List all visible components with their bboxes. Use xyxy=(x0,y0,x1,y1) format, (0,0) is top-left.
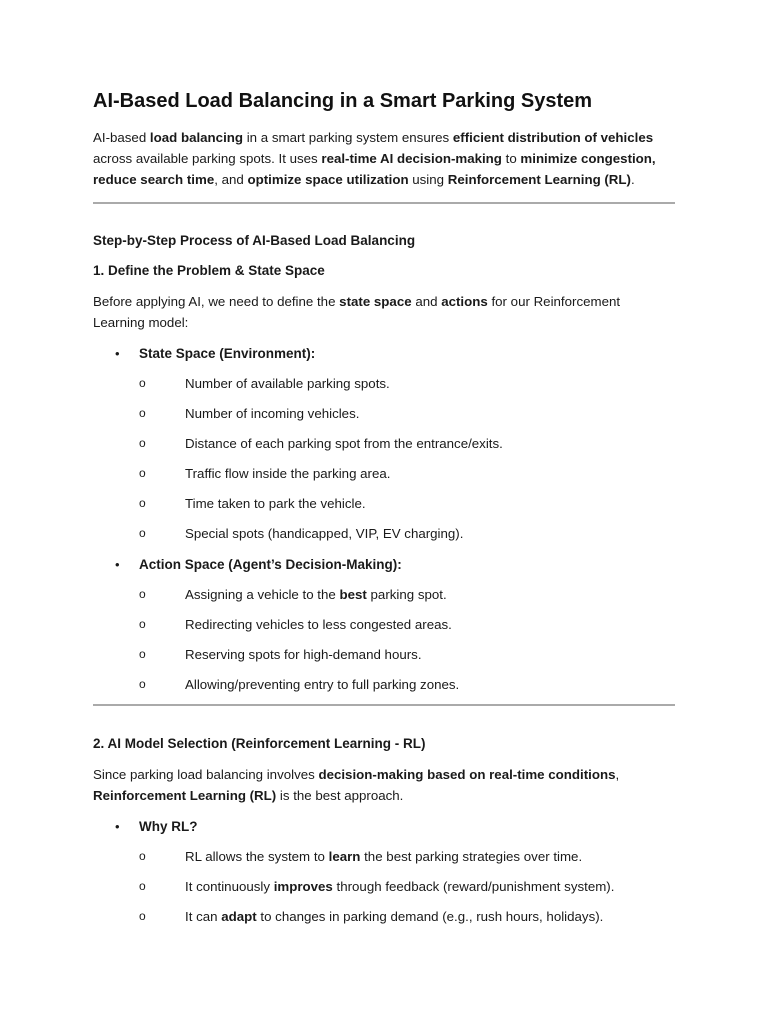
state-space-sublist xyxy=(139,373,675,544)
document-content xyxy=(93,88,675,927)
process-heading: Step-by-Step Process of AI-Based Load Balancing xyxy=(93,233,416,248)
sub-bullet-icon: o xyxy=(139,647,146,661)
sub-bullet-icon: o xyxy=(139,677,146,691)
sub-bullet-icon: o xyxy=(139,466,146,480)
list-item-bold: improves xyxy=(273,879,333,894)
horizontal-rule xyxy=(93,704,675,706)
para-text: Before applying AI, we need to define the xyxy=(93,294,340,309)
list-item xyxy=(139,906,675,927)
why-rl-label: Why RL? xyxy=(139,819,198,834)
list-item-text: to changes in parking demand (e.g., rush hours, holidays). xyxy=(256,909,604,924)
para-bold: Reinforcement Learning (RL) xyxy=(93,788,277,803)
action-space-label: Action Space (Agent’s Decision-Making): xyxy=(139,557,402,572)
intro-text: in a smart parking system ensures xyxy=(243,130,453,145)
why-rl-sublist xyxy=(139,846,675,927)
list-item-text: through feedback (reward/punishment system). xyxy=(332,879,615,894)
intro-bold: minimize congestion, reduce search time xyxy=(93,151,656,187)
section2-list xyxy=(93,816,675,927)
state-space-item xyxy=(93,343,675,544)
list-item-text: Time taken to park the vehicle. xyxy=(185,496,366,511)
section1-list xyxy=(93,343,675,695)
intro-text: AI-based xyxy=(93,130,150,145)
sub-bullet-icon: o xyxy=(139,879,146,893)
list-item xyxy=(139,403,675,424)
sub-bullet-icon: o xyxy=(139,406,146,420)
intro-text: to xyxy=(501,151,521,166)
section2-heading: 2. AI Model Selection (Reinforcement Learning - RL) xyxy=(93,736,426,751)
horizontal-rule xyxy=(93,202,675,204)
list-item-text: Allowing/preventing entry to full parking zones. xyxy=(185,677,460,692)
bullet-icon: • xyxy=(115,557,120,572)
intro-bold: efficient distribution of vehicles xyxy=(452,130,654,145)
list-item-text: the best parking strategies over time. xyxy=(360,849,583,864)
para-bold: state space xyxy=(339,294,412,309)
bullet-icon: • xyxy=(115,346,120,361)
para-text: , xyxy=(615,767,620,782)
para-text: for our Reinforcement Learning model: xyxy=(93,294,621,330)
sub-bullet-icon: o xyxy=(139,587,146,601)
sub-bullet-icon: o xyxy=(139,496,146,510)
intro-bold: real-time AI decision-making xyxy=(321,151,502,166)
sub-bullet-icon: o xyxy=(139,617,146,631)
list-item xyxy=(139,523,675,544)
list-item-text: Distance of each parking spot from the entrance/exits. xyxy=(185,436,503,451)
list-item xyxy=(139,614,675,635)
list-item xyxy=(139,584,675,605)
intro-text: using xyxy=(408,172,448,187)
list-item xyxy=(139,846,675,867)
list-item-text: Traffic flow inside the parking area. xyxy=(185,466,391,481)
list-item-bold: adapt xyxy=(221,909,257,924)
para-bold: decision-making based on real-time conditions xyxy=(318,767,616,782)
list-item xyxy=(139,373,675,394)
intro-text: across available parking spots. It uses xyxy=(93,151,322,166)
list-item-text: Number of incoming vehicles. xyxy=(185,406,360,421)
why-rl-item xyxy=(93,816,675,927)
intro-text: , and xyxy=(214,172,248,187)
list-item xyxy=(139,433,675,454)
list-item xyxy=(139,463,675,484)
sub-bullet-icon: o xyxy=(139,849,146,863)
intro-paragraph xyxy=(93,127,675,190)
list-item xyxy=(139,644,675,665)
list-item-text: Special spots (handicapped, VIP, EV charging). xyxy=(185,526,464,541)
list-item-text: It continuously xyxy=(185,879,274,894)
section1-heading: 1. Define the Problem & State Space xyxy=(93,263,325,278)
section2-paragraph xyxy=(93,764,675,806)
sub-bullet-icon: o xyxy=(139,526,146,540)
para-text: and xyxy=(411,294,442,309)
list-item-text: Assigning a vehicle to the xyxy=(185,587,340,602)
list-item-bold: learn xyxy=(328,849,361,864)
action-space-sublist xyxy=(139,584,675,695)
intro-bold: optimize space utilization xyxy=(247,172,409,187)
sub-bullet-icon: o xyxy=(139,909,146,923)
para-text: is the best approach. xyxy=(276,788,404,803)
para-text: Since parking load balancing involves xyxy=(93,767,319,782)
sub-bullet-icon: o xyxy=(139,376,146,390)
document-title: AI-Based Load Balancing in a Smart Parking System xyxy=(93,90,593,112)
state-space-label: State Space (Environment): xyxy=(139,346,316,361)
list-item-text: Number of available parking spots. xyxy=(185,376,390,391)
action-space-item xyxy=(93,554,675,695)
para-bold: actions xyxy=(441,294,488,309)
list-item-text: Redirecting vehicles to less congested areas. xyxy=(185,617,452,632)
sub-bullet-icon: o xyxy=(139,436,146,450)
list-item xyxy=(139,493,675,514)
list-item-text: parking spot. xyxy=(366,587,447,602)
list-item-text: Reserving spots for high-demand hours. xyxy=(185,647,422,662)
list-item xyxy=(139,876,675,897)
intro-text: . xyxy=(630,172,635,187)
list-item-text: It can xyxy=(185,909,222,924)
list-item-text: RL allows the system to xyxy=(185,849,329,864)
section1-paragraph xyxy=(93,291,675,333)
bullet-icon: • xyxy=(115,819,120,834)
list-item-bold: best xyxy=(339,587,367,602)
intro-bold: load balancing xyxy=(149,130,244,145)
list-item xyxy=(139,674,675,695)
intro-bold: Reinforcement Learning (RL) xyxy=(447,172,631,187)
